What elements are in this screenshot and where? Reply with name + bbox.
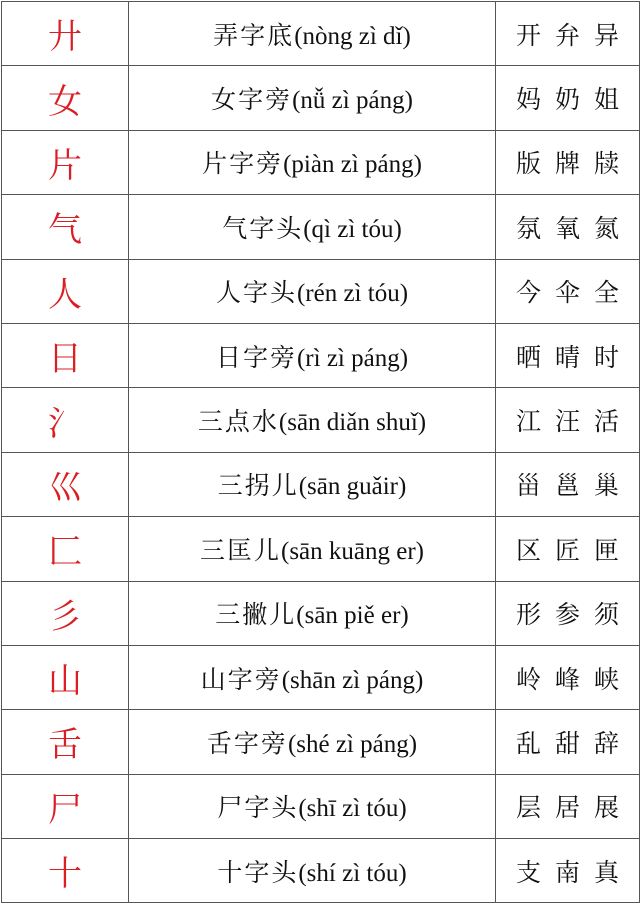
examples-cell: [496, 839, 640, 903]
examples-cell: [496, 2, 640, 66]
examples-cell: [496, 388, 640, 452]
example-character: 区: [515, 535, 541, 565]
radical-name-chinese: 舌字旁: [206, 728, 288, 758]
example-character: 峡: [594, 664, 620, 694]
example-characters: [509, 793, 626, 822]
radical-name-cell: [129, 581, 496, 645]
radical-name-chinese: 三撇儿: [215, 600, 297, 630]
radical-name: [217, 858, 406, 887]
radical-name-pinyin: (piàn zì páng): [283, 151, 422, 179]
radical-name-chinese: 弄字底: [213, 20, 295, 50]
radical-name-pinyin: (rì zì páng): [296, 344, 409, 372]
table-row: [2, 130, 640, 194]
radical-name-chinese: 尸字头: [217, 793, 299, 823]
radical-cell: [2, 259, 129, 323]
radical-character: 气: [48, 210, 82, 251]
radical-name-chinese: 片字旁: [202, 149, 284, 179]
radical-name-pinyin: (nòng zì dǐ): [294, 22, 411, 50]
radical-character: 山: [48, 661, 82, 702]
radical-name: [211, 85, 413, 114]
radical-name-pinyin: (rén zì tóu): [296, 280, 409, 308]
radical-name: [216, 343, 408, 372]
example-character: 巢: [594, 471, 620, 501]
example-character: 真: [594, 857, 620, 887]
examples-cell: [496, 130, 640, 194]
radical-character: 人: [48, 274, 82, 315]
radical-name-cell: [129, 645, 496, 709]
example-character: 活: [594, 407, 620, 437]
example-character: 南: [554, 857, 580, 887]
example-character: 甾: [515, 471, 541, 501]
example-character: 邕: [554, 471, 580, 501]
radical-cell: [2, 645, 129, 709]
radical-name-cell: [129, 130, 496, 194]
table-row: [2, 2, 640, 66]
radical-cell: [2, 774, 129, 838]
example-character: 居: [554, 793, 580, 823]
radical-name-chinese: 十字头: [217, 857, 299, 887]
examples-cell: [496, 710, 640, 774]
example-character: 支: [515, 857, 541, 887]
radical-character: 氵: [48, 403, 82, 444]
radical-name: [198, 407, 426, 436]
example-character: 氧: [554, 213, 580, 243]
example-characters: [509, 85, 626, 114]
radical-name-cell: [129, 323, 496, 387]
radical-name: [213, 21, 411, 50]
radical-name-pinyin: (shí zì tóu): [298, 859, 407, 887]
example-characters: [509, 729, 626, 758]
radical-cell: [2, 130, 129, 194]
radical-name-pinyin: (shān zì páng): [281, 666, 424, 694]
example-character: 峰: [554, 664, 580, 694]
radical-name-chinese: 女字旁: [211, 85, 293, 115]
table-row: [2, 388, 640, 452]
radical-name-chinese: 日字旁: [215, 342, 297, 372]
example-character: 汪: [554, 407, 580, 437]
example-character: 展: [594, 793, 620, 823]
examples-cell: [496, 581, 640, 645]
example-characters: [509, 471, 626, 500]
radical-name-chinese: 三拐儿: [217, 471, 299, 501]
radical-character: 匚: [48, 532, 82, 573]
radical-name: [200, 536, 424, 565]
example-character: 今: [515, 278, 541, 308]
radical-name-pinyin: (shī zì tóu): [298, 795, 407, 823]
example-characters: [509, 214, 626, 243]
radical-cell: [2, 839, 129, 903]
table-row: [2, 259, 640, 323]
table-row: [2, 66, 640, 130]
example-character: 全: [594, 278, 620, 308]
examples-cell: [496, 774, 640, 838]
examples-cell: [496, 452, 640, 516]
example-character: 匠: [554, 535, 580, 565]
example-characters: [509, 343, 626, 372]
example-characters: [509, 858, 626, 887]
example-characters: [509, 665, 626, 694]
example-character: 时: [594, 342, 620, 372]
example-characters: [509, 407, 626, 436]
table-row: [2, 645, 640, 709]
radical-name-chinese: 山字旁: [200, 664, 282, 694]
radical-table: [1, 1, 640, 903]
example-character: 参: [554, 600, 580, 630]
examples-cell: [496, 195, 640, 259]
radical-name: [207, 729, 417, 758]
example-character: 版: [515, 149, 541, 179]
radical-name-pinyin: (shé zì páng): [287, 730, 418, 758]
table-row: [2, 710, 640, 774]
example-characters: [509, 600, 626, 629]
example-characters: [509, 536, 626, 565]
radical-name-chinese: 三匡儿: [199, 535, 281, 565]
example-character: 开: [515, 20, 541, 50]
radical-name-pinyin: (sān guǎir): [298, 473, 407, 501]
radical-name: [201, 665, 424, 694]
radical-name-cell: [129, 517, 496, 581]
radical-character: 舌: [48, 725, 82, 766]
examples-cell: [496, 66, 640, 130]
radical-name: [218, 471, 407, 500]
radical-cell: [2, 195, 129, 259]
examples-cell: [496, 517, 640, 581]
example-character: 氛: [515, 213, 541, 243]
radical-character: 日: [48, 339, 82, 380]
radical-character: 彡: [48, 596, 82, 637]
radical-cell: [2, 452, 129, 516]
radical-name-pinyin: (sān kuāng er): [281, 537, 424, 565]
radical-table-body: [2, 2, 640, 903]
table-row: [2, 581, 640, 645]
example-character: 晒: [515, 342, 541, 372]
radical-name-pinyin: (sān piě er): [296, 602, 409, 630]
example-character: 辞: [594, 728, 620, 758]
radical-name-pinyin: (nǚ zì páng): [292, 87, 413, 115]
radical-cell: [2, 2, 129, 66]
radical-name-cell: [129, 259, 496, 323]
radical-cell: [2, 66, 129, 130]
radical-name-cell: [129, 2, 496, 66]
radical-character: 女: [48, 81, 82, 122]
radical-name-chinese: 气字头: [222, 213, 304, 243]
table-row: [2, 452, 640, 516]
example-character: 乱: [515, 728, 541, 758]
radical-name: [215, 600, 408, 629]
example-characters: [509, 278, 626, 307]
example-character: 须: [594, 600, 620, 630]
table-row: [2, 323, 640, 387]
example-character: 异: [594, 20, 620, 50]
example-character: 牍: [594, 149, 620, 179]
radical-name-cell: [129, 774, 496, 838]
table-row: [2, 195, 640, 259]
radical-name-chinese: 三点水: [197, 407, 279, 437]
example-character: 氮: [594, 213, 620, 243]
radical-name-pinyin: (qì zì tóu): [303, 215, 402, 243]
example-character: 形: [515, 600, 541, 630]
radical-name-pinyin: (sān diǎn shuǐ): [278, 409, 427, 437]
table-row: [2, 839, 640, 903]
radical-name-cell: [129, 710, 496, 774]
radical-cell: [2, 517, 129, 581]
example-character: 伞: [554, 278, 580, 308]
radical-name-cell: [129, 839, 496, 903]
example-character: 姐: [594, 85, 620, 115]
example-character: 匣: [594, 535, 620, 565]
example-character: 弁: [554, 20, 580, 50]
radical-cell: [2, 710, 129, 774]
examples-cell: [496, 259, 640, 323]
radical-character: 十: [48, 854, 82, 895]
radical-name-cell: [129, 388, 496, 452]
radical-name: [217, 793, 406, 822]
radical-character: 片: [48, 145, 82, 186]
example-character: 牌: [554, 149, 580, 179]
radical-cell: [2, 323, 129, 387]
radical-cell: [2, 581, 129, 645]
example-characters: [509, 149, 626, 178]
example-character: 岭: [515, 664, 541, 694]
example-character: 层: [515, 793, 541, 823]
example-character: 奶: [554, 85, 580, 115]
example-character: 晴: [554, 342, 580, 372]
radical-character: 廾: [48, 17, 82, 58]
radical-name-cell: [129, 66, 496, 130]
radical-name-cell: [129, 452, 496, 516]
radical-name: [222, 214, 402, 243]
radical-name-cell: [129, 195, 496, 259]
example-characters: [509, 21, 626, 50]
radical-character: 巛: [48, 467, 82, 508]
example-character: 甜: [554, 728, 580, 758]
radical-name-chinese: 人字头: [215, 278, 297, 308]
radical-character: 尸: [48, 789, 82, 830]
examples-cell: [496, 645, 640, 709]
example-character: 妈: [515, 85, 541, 115]
radical-name: [216, 278, 408, 307]
table-row: [2, 517, 640, 581]
example-character: 江: [515, 407, 541, 437]
table-row: [2, 774, 640, 838]
examples-cell: [496, 323, 640, 387]
radical-name: [202, 149, 422, 178]
radical-cell: [2, 388, 129, 452]
